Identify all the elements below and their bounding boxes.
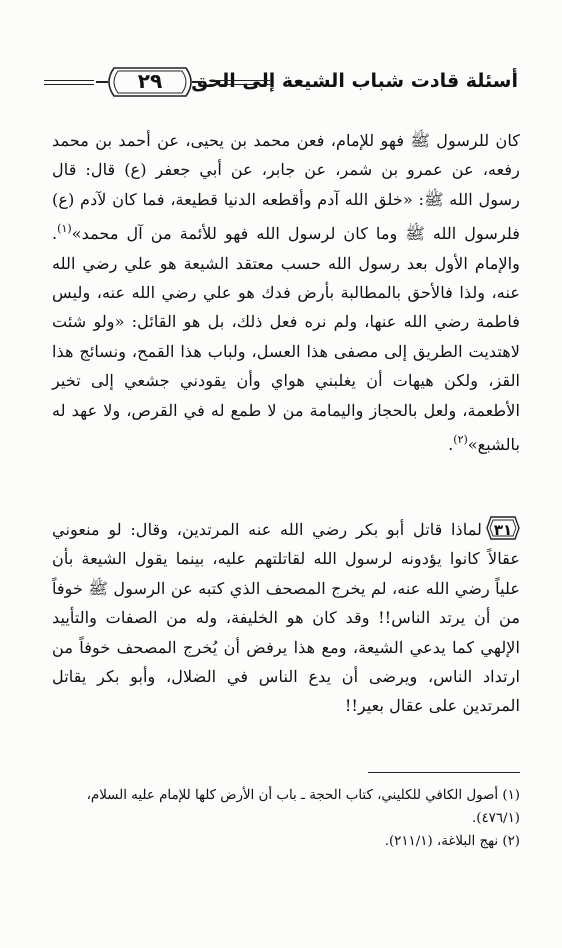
question-number-badge	[486, 515, 520, 541]
footnote-ref-2[interactable]: (٢)	[453, 433, 468, 447]
question-number: ٣١	[493, 521, 513, 539]
header-rule	[209, 80, 270, 85]
page-number: ٢٩	[137, 69, 163, 93]
footnote-ref-1[interactable]: (١)	[57, 222, 72, 236]
footnote-2: (٢) نهج البلاغة، (٢١١/١).	[384, 834, 520, 849]
question-paragraph	[52, 515, 520, 721]
running-title: أسئلة قادت شباب الشيعة إلى الحق	[191, 70, 518, 92]
page-header	[44, 62, 518, 106]
paragraph-text: كان للرسول ﷺ فهو للإمام، فعن محمد بن يحيى، عن أحمد بن محمد رفعه، عن عمرو بن شمر، عن جابر، عن أبي جعفر (ع) قال: قال رسول الله ﷺ: «خلق الله آدم وأقطعه الدنيا قطيعة، فما كان لآدم (ع) فلرسول الله ﷺ وما كان لرسول الله فهو للأئمة من آل محمد»	[52, 131, 520, 244]
footnotes	[52, 784, 520, 853]
footnote-separator	[368, 772, 520, 773]
paragraph-end: .	[448, 435, 454, 455]
page-number-ornament	[96, 64, 204, 100]
header-rule-end	[44, 80, 94, 85]
footnote-1: (١) أصول الكافي للكليني، كتاب الحجة ـ باب أن الأرض كلها للإمام عليه السلام، (٤٧٦/١).	[86, 788, 520, 826]
paragraph-text-continued: . والإمام الأول بعد رسول الله حسب معتقد الشيعة هو علي رضي الله عنه، ولذا فالأحق بالمطالبة بأرض فدك هو علي رضي الله عنه، وليس فاطمة رضي الله عنها، ولم نره فعل ذلك، بل هو القائل: «ولو شئت لاهتديت الطريق إلى مصفى هذا العسل، ولباب هذا القمح، ونسائج هذا القز، ولكن هيهات أن يغلبني هواي وأن يقودني جشعي إلى تخير الأطعمة، ولعل بالحجاز واليمامة من لا طمع له في القرص، ولا عهد له بالشبع»	[52, 224, 520, 455]
paragraph-1	[52, 126, 520, 459]
question-text: لماذا قاتل أبو بكر رضي الله عنه المرتدين، وقال: لو منعوني عقالاً كانوا يؤدونه لرسول الله لقاتلتهم عليه، بينما يقول الشيعة بأن علياً رضي الله عنه، لم يخرج المصحف الذي كتبه عن الرسول ﷺ خوفاً من أن يرتد الناس!! وقد كان هو الخليفة، وله من الصفات والتأييد الإلهي كما يدعي الشيعة، ومع هذا يرفض أن يُخرج المصحف خوفاً من ارتداد الناس، ويرضى أن يدع الناس في الضلال، وأبو بكر يقاتل المرتدين على عقال بعير!!	[52, 520, 520, 716]
